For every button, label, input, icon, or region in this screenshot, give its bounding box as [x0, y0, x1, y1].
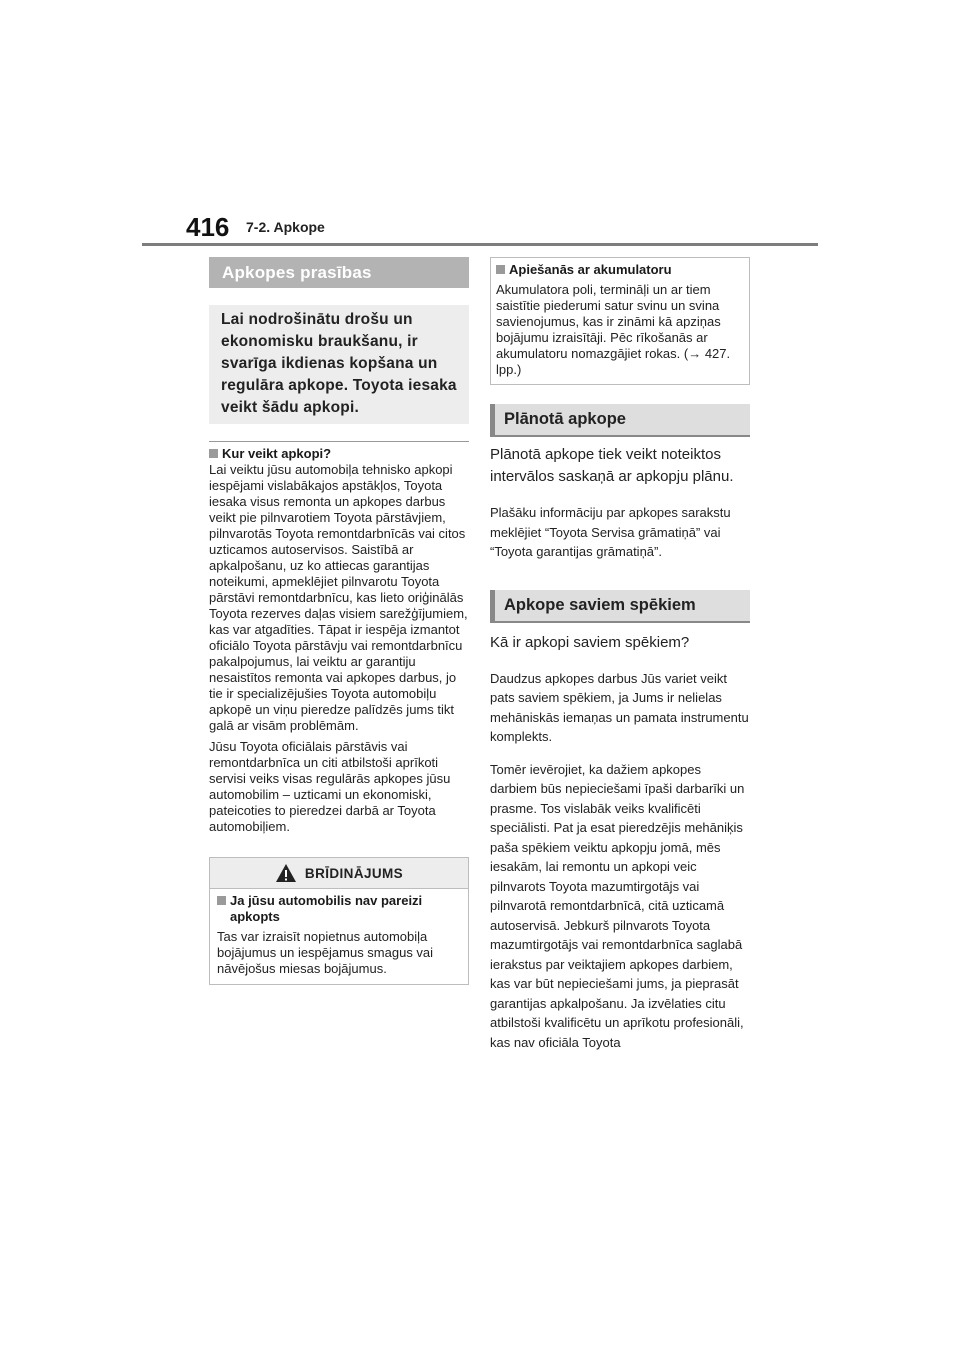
square-bullet-icon	[209, 449, 218, 458]
divider	[209, 441, 469, 442]
chapter-title: 7-2. Apkope	[246, 219, 325, 235]
warning-body	[210, 889, 468, 984]
header-divider	[142, 243, 818, 246]
paragraph: Tomēr ievērojiet, ka dažiem apkopes darbiem būs nepieciešami īpaši darbarīki un prasme. Tos vislabāk veiks kvalificēti speciālisti. Pat ja esat pieredzējis mehāniķis paša spēkiem veiktu apkopju jomā, mēs iesakām, lai remontu un apkopi veic pilnvarots Toyota mazumtirgotājs vai pilnvarotā remontdarbnīcā, citā uzticamā autoservisā. Jebkurš pilnvarots Toyota mazumtirgotājs vai remontdarbnīca saglabā ierakstus par veiktajiem apkopes darbiem, kas var būt nepieciešami jums, ja pieprasāt garantijas apkalpošanu. Ja izvēlaties citu atbilstoši kvalificētu un aprīkotu profesionāli, kas nav oficiāla Toyota	[490, 761, 745, 1050]
square-bullet-icon	[217, 896, 226, 905]
warning-header	[210, 858, 468, 889]
lead-paragraph: Kā ir apkopi saviem spēkiem?	[490, 633, 690, 651]
paragraph: Jūsu Toyota oficiālais pārstāvis vai remontdarbnīca un citi atbilstoši aprīkoti servisi veiks visas regulārās apkopes jūsu automobilim – uzticami un ekonomiski, pateicoties to pieredzei darbā ar Toyota automobiļiem.	[209, 739, 451, 834]
paragraph: Daudzus apkopes darbus Jūs variet veikt pats saviem spēkiem, ja Jums ir nelielas mehāniskās iemaņas un pamata instrumentu komplekts.	[490, 670, 749, 744]
section-heading-diy-maintenance: Apkope saviem spēkiem	[490, 590, 750, 623]
section-heading-maintenance-requirements: Apkopes prasības	[209, 257, 469, 288]
warning-text: Tas var izraisīt nopietnus automobiļa bojājumus un iespējamus smagus vai nāvējošus miesas bojājumus.	[217, 929, 434, 976]
warning-triangle-icon	[275, 863, 297, 883]
warning-item-title	[217, 893, 461, 925]
subhead-where-to-service	[209, 446, 469, 462]
paragraph: Plašāku informāciju par apkopes sarakstu meklējiet “Toyota Servisa grāmatiņā” vai “Toyota garantijas grāmatiņā”.	[490, 505, 731, 559]
battery-note-box	[490, 257, 750, 385]
right-column	[490, 257, 750, 1065]
subhead-label: Kur veikt apkopi?	[222, 446, 332, 461]
warning-title: BRĪDINĀJUMS	[304, 865, 404, 881]
paragraph: Lai veiktu jūsu automobiļa tehnisko apkopi iespējami vislabākajos apstākļos, Toyota iesaka visus remonta un apkopes darbus veikt pie pilnvarotiem Toyota pārstāvjiem, pilnvarotās Toyota remontdarbnīcās vai citos uzticamos autoservisos. Saistībā ar apkalpošanu, uz ko attiecas garantijas noteikumi, apmeklējiet pilnvarotu Toyota pārstāvi remontdarbnīcu, kas lieto oriģinālās Toyota rezerves daļas visiem sarežģījumiem, kas var atgadīties. Tāpat ir iespēja izmantot oficiālo Toyota pārstāvju vai remontdarbnīcu pakalpojumus, lai veiktu ar garantiju nesaistītos remonta vai apkopes darbus, jo tie ir specializējušies Toyota automobiļu apkopē un viņu pieredze palīdzēs jums tikt galā ar visām problēmām.	[209, 462, 468, 733]
lead-paragraph: Plānotā apkope tiek veikt noteiktos intervālos saskaņā ar apkopju plānu.	[490, 446, 734, 485]
page-number: 416	[186, 212, 230, 242]
subhead-label: Ja jūsu automobilis nav pareizi apkopts	[230, 893, 423, 924]
section-heading-scheduled-maintenance: Plānotā apkope	[490, 404, 750, 437]
subhead-label: Apiešanās ar akumulatoru	[509, 262, 672, 277]
warning-box	[209, 857, 469, 985]
subhead-battery	[496, 262, 742, 278]
left-column	[209, 257, 469, 985]
square-bullet-icon	[496, 265, 505, 274]
intro-box: Lai nodrošinātu drošu un ekonomisku braukšanu, ir svarīga ikdienas kopšana un regulāra apkope. Toyota iesaka veikt šādu apkopi.	[209, 305, 469, 424]
battery-text: Akumulatora poli, termināļi un ar tiem saistītie piederumi satur svinu un svina savienojumus, kas ir zināmi kā apziņas bojājumu izraisītāji. Pēc rīkošanās ar akumulatoru nomazgājiet rokas. (→ 427. lpp.)	[496, 282, 731, 377]
